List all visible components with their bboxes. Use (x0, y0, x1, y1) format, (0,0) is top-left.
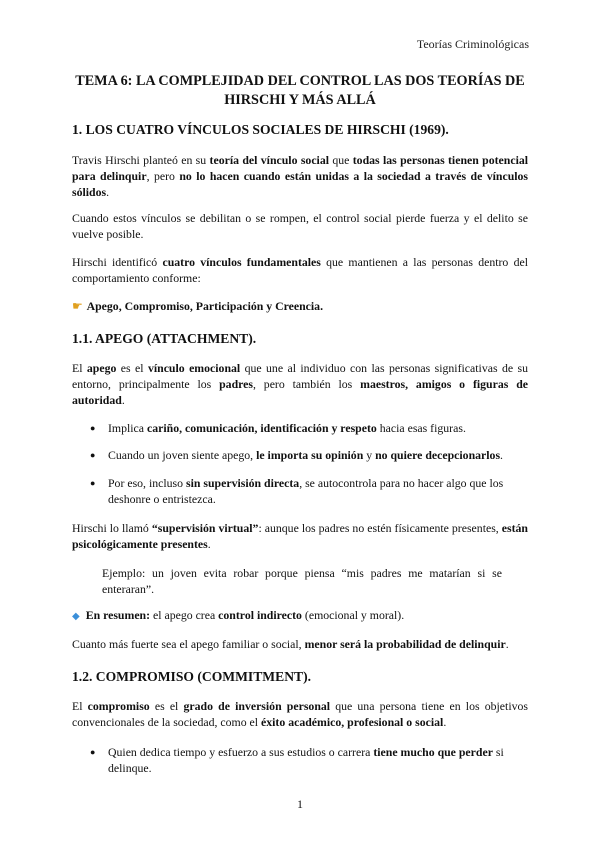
paragraph-attachment-conclusion: Cuanto más fuerte sea el apego familiar o social, menor será la probabilidad de delinquir. (72, 637, 509, 651)
section-heading-1: 1. LOS CUATRO VÍNCULOS SOCIALES DE HIRSCHI (1969). (72, 122, 449, 137)
paragraph-four-bonds: Hirschi identificó cuatro vínculos fundamentales que mantienen a las personas dentro del comportamiento conforme: (72, 255, 528, 285)
summary-line: ◆ En resumen: el apego crea control indirecto (emocional y moral). (72, 607, 528, 625)
four-bonds-list: ☛ Apego, Compromiso, Participación y Creencia. (72, 299, 324, 313)
bullet-icon: ● (90, 747, 96, 757)
paragraph-compromiso-definition: El compromiso es el grado de inversión personal que una persona tiene en los objetivos convencionales de la sociedad, como el éxito académico, profesional o social. (72, 699, 528, 729)
running-header: Teorías Criminológicas (416, 37, 529, 51)
bullet-icon: ● (90, 450, 96, 460)
page-number: 1 (297, 797, 303, 811)
paragraph-virtual-supervision: Hirschi lo llamó “supervisión virtual”: aunque los padres no estén físicamente presentes, están psicológicamente presentes. (72, 521, 528, 551)
bullet-icon: ● (90, 478, 96, 488)
paragraph-apego-definition: El apego es el vínculo emocional que une al individuo con las personas significativas de su entorno, principalmente los padres, pero también los maestros, amigos o figuras de autoridad. (72, 361, 528, 407)
paragraph-hirschi-theory: Travis Hirschi planteó en su teoría del vínculo social que todas las personas tienen potencial para delinquir, pero no lo hacen cuando están unidas a la sociedad a través de vínculos sólidos. (72, 153, 529, 199)
section-heading-apego: 1.1. APEGO (ATTACHMENT). (72, 331, 257, 346)
page-title: TEMA 6: LA COMPLEJIDAD DEL CONTROL LAS DOS TEORÍAS DE HIRSCHI Y MÁS ALLÁ (75, 73, 525, 108)
paragraph-weakened-bonds: Cuando estos vínculos se debilitan o se rompen, el control social pierde fuerza y el delito se vuelve posible. (72, 211, 528, 241)
section-heading-compromiso: 1.2. COMPROMISO (COMMITMENT). (72, 669, 311, 684)
example-quote: Ejemplo: un joven evita robar porque piensa “mis padres me matarían si se enteraran”. (102, 566, 502, 596)
blue-diamond-icon: ◆ (72, 611, 80, 622)
bullet-icon: ● (90, 423, 96, 433)
pointing-hand-icon: ☛ (72, 299, 83, 313)
